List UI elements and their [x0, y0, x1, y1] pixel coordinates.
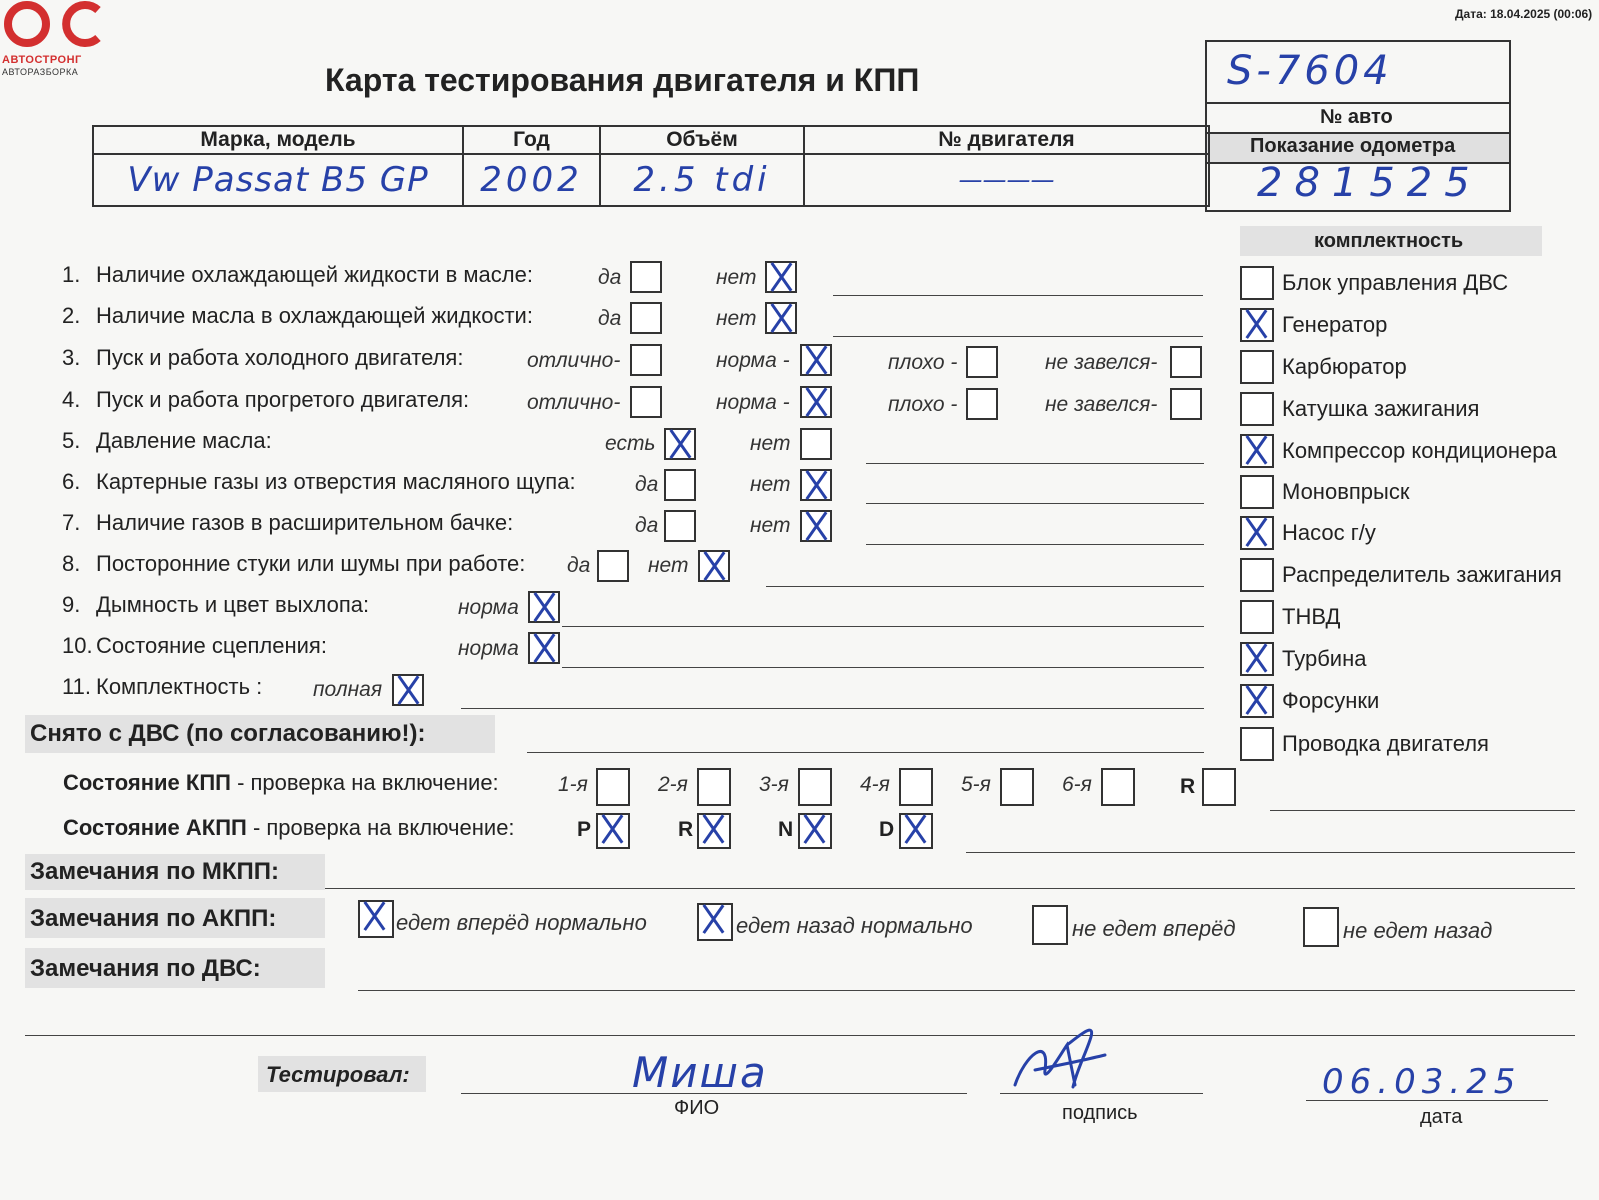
kpp-gear-6-label: 6-я [1062, 773, 1092, 796]
completeness-3-checkbox[interactable] [1240, 350, 1274, 384]
question-1-number: 1. [62, 262, 81, 287]
question-7-text: Наличие газов в расширительном бачке: [96, 510, 514, 535]
model-value: Vw Passat B5 GP [93, 154, 463, 206]
akpp-no-reverse-checkbox[interactable] [1303, 907, 1339, 947]
logo-mark-icon [0, 0, 110, 48]
question-9-text: Дымность и цвет выхлопа: [96, 592, 370, 617]
q5-no-label: нет [750, 432, 791, 455]
question-6-number: 6. [62, 469, 81, 494]
completeness-10-label: Турбина [1282, 646, 1367, 671]
completeness-3-label: Карбюратор [1282, 354, 1407, 379]
q8-yes-checkbox[interactable] [597, 550, 629, 582]
kpp-label: Состояние КПП - проверка на включение: [63, 770, 499, 795]
question-9-number: 9. [62, 592, 81, 617]
q2-no-label: нет [716, 307, 757, 330]
akpp-gear-r-label: R [678, 818, 694, 841]
q4-nostart-checkbox[interactable] [1170, 388, 1202, 420]
q4-normal-label: норма - [716, 391, 790, 414]
kpp-gear-4-label: 4-я [860, 773, 890, 796]
q4-bad-checkbox[interactable] [966, 388, 998, 420]
completeness-4-label: Катушка зажигания [1282, 396, 1480, 421]
question-2-text: Наличие масла в охлаждающей жидкости: [96, 303, 533, 328]
akpp-reverse-ok-checkbox[interactable] [697, 903, 733, 941]
completeness-8-label: Распределитель зажигания [1282, 562, 1562, 587]
car-number-value: S-7604 [1227, 48, 1393, 94]
q3-nostart-checkbox[interactable] [1170, 346, 1202, 378]
question-4-number: 4. [62, 387, 81, 412]
q6-yes-label: да [635, 473, 659, 496]
date-stamp: Дата: 18.04.2025 (00:06) [1455, 7, 1593, 21]
completeness-7-label: Насос г/у [1282, 520, 1376, 545]
page-title: Карта тестирования двигателя и КПП [325, 62, 920, 98]
q7-no-checkbox[interactable] [800, 510, 832, 542]
question-8-number: 8. [62, 551, 81, 576]
completeness-1-checkbox[interactable] [1240, 266, 1274, 300]
q9-normal-checkbox[interactable] [528, 591, 560, 623]
q2-yes-label: да [598, 307, 622, 330]
akpp-label: Состояние АКПП - проверка на включение: [63, 815, 515, 840]
completeness-6-checkbox[interactable] [1240, 475, 1274, 509]
akpp-gear-n-checkbox[interactable] [798, 813, 832, 849]
q11-full-label: полная [313, 678, 383, 701]
q3-nostart-label: не завелся- [1045, 351, 1158, 374]
signature-label: подпись [1062, 1102, 1138, 1124]
q3-bad-checkbox[interactable] [966, 346, 998, 378]
q3-excellent-label: отлично- [527, 349, 621, 372]
completeness-12-label: Проводка двигателя [1282, 731, 1489, 756]
q8-no-label: нет [648, 554, 689, 577]
q3-normal-checkbox[interactable] [800, 344, 832, 376]
year-value: 2002 [463, 154, 600, 206]
completeness-7-checkbox[interactable] [1240, 516, 1274, 550]
question-4-text: Пуск и работа прогретого двигателя: [96, 387, 470, 412]
kpp-gear-4-checkbox[interactable] [899, 768, 933, 806]
q4-bad-label: плохо - [888, 393, 958, 416]
remarks-mkpp-label: Замечания по МКПП: [30, 858, 280, 885]
q7-no-label: нет [750, 514, 791, 537]
question-5-number: 5. [62, 428, 81, 453]
question-11-text: Комплектность : [96, 674, 263, 699]
kpp-gear-r-checkbox[interactable] [1202, 768, 1236, 806]
q7-yes-label: да [635, 514, 659, 537]
q1-yes-label: да [598, 266, 622, 289]
q5-present-label: есть [605, 432, 656, 455]
completeness-11-checkbox[interactable] [1240, 684, 1274, 718]
completeness-title: комплектность [1314, 230, 1464, 252]
question-11-number: 11. [62, 674, 91, 699]
akpp-gear-r-checkbox[interactable] [697, 813, 731, 849]
logo-subtext: АВТОРАЗБОРКА [2, 67, 79, 77]
completeness-10-checkbox[interactable] [1240, 642, 1274, 676]
date-label: дата [1420, 1106, 1463, 1128]
q1-no-label: нет [716, 266, 757, 289]
col-engine-no: № двигателя [804, 126, 1209, 154]
completeness-9-checkbox[interactable] [1240, 600, 1274, 634]
completeness-9-label: ТНВД [1282, 604, 1341, 629]
completeness-5-checkbox[interactable] [1240, 434, 1274, 468]
question-6-text: Картерные газы из отверстия масляного щупа: [96, 469, 576, 494]
q5-no-checkbox[interactable] [800, 428, 832, 460]
q1-no-checkbox[interactable] [765, 261, 797, 293]
q7-yes-checkbox[interactable] [664, 510, 696, 542]
kpp-gear-2-label: 2-я [658, 773, 688, 796]
q11-full-checkbox[interactable] [392, 674, 424, 706]
signature-image [1005, 1015, 1115, 1095]
col-volume: Объём [600, 126, 804, 154]
engine-no-value: ———— [804, 154, 1209, 206]
question-5-text: Давление масла: [96, 428, 272, 453]
q6-no-label: нет [750, 473, 791, 496]
completeness-5-label: Компрессор кондиционера [1282, 438, 1557, 463]
question-8-text: Посторонние стуки или шумы при работе: [96, 551, 526, 576]
volume-value: 2.5 tdi [600, 154, 804, 206]
q2-no-checkbox[interactable] [765, 302, 797, 334]
car-number-label: № авто [1320, 106, 1393, 128]
kpp-gear-6-checkbox[interactable] [1101, 768, 1135, 806]
kpp-gear-1-label: 1-я [558, 773, 588, 796]
completeness-11-label: Форсунки [1282, 688, 1380, 713]
car-number-box [1205, 40, 1511, 212]
q6-no-checkbox[interactable] [800, 469, 832, 501]
kpp-gear-r-label: R [1180, 775, 1196, 798]
q3-bad-label: плохо - [888, 351, 958, 374]
completeness-4-checkbox[interactable] [1240, 392, 1274, 426]
kpp-gear-3-checkbox[interactable] [798, 768, 832, 806]
akpp-gear-p-checkbox[interactable] [596, 813, 630, 849]
q4-nostart-label: не завелся- [1045, 393, 1158, 416]
fio-label: ФИО [674, 1097, 720, 1119]
question-3-number: 3. [62, 345, 81, 370]
q2-yes-checkbox[interactable] [630, 302, 662, 334]
q1-yes-checkbox[interactable] [630, 261, 662, 293]
akpp-reverse-ok-label: едет назад нормально [736, 913, 973, 938]
completeness-2-label: Генератор [1282, 312, 1388, 337]
completeness-1-label: Блок управления ДВС [1282, 270, 1509, 295]
q4-normal-checkbox[interactable] [800, 386, 832, 418]
logo-text: АВТОСТРОНГ [2, 54, 82, 66]
question-2-number: 2. [62, 303, 81, 328]
question-10-number: 10. [62, 633, 93, 658]
q6-yes-checkbox[interactable] [664, 469, 696, 501]
kpp-gear-3-label: 3-я [759, 773, 789, 796]
q10-normal-checkbox[interactable] [528, 632, 560, 664]
akpp-no-forward-checkbox[interactable] [1032, 905, 1068, 945]
completeness-6-label: Моновпрыск [1282, 479, 1410, 504]
company-logo [0, 0, 110, 80]
akpp-forward-ok-label: едет вперёд нормально [396, 910, 647, 935]
question-1-text: Наличие охлаждающей жидкости в масле: [96, 262, 533, 287]
removed-line [527, 752, 1204, 753]
q4-excellent-label: отлично- [527, 391, 621, 414]
akpp-gear-d-label: D [879, 818, 895, 841]
completeness-12-checkbox[interactable] [1240, 727, 1274, 761]
question-10-text: Состояние сцепления: [96, 633, 327, 658]
q8-no-checkbox[interactable] [698, 550, 730, 582]
q3-normal-label: норма - [716, 349, 790, 372]
remarks-dvs-label: Замечания по ДВС: [30, 955, 261, 982]
odometer-label: Показание одометра [1250, 135, 1456, 157]
removed-label: Снято с ДВС (по согласованию!): [30, 720, 426, 747]
akpp-gear-n-label: N [778, 818, 794, 841]
completeness-8-checkbox[interactable] [1240, 558, 1274, 592]
kpp-gear-2-checkbox[interactable] [697, 768, 731, 806]
q10-normal-label: норма [458, 637, 519, 660]
tested-by-label: Тестировал: [266, 1062, 410, 1087]
q4-excellent-checkbox[interactable] [630, 386, 662, 418]
fio-value: Миша [632, 1048, 768, 1097]
kpp-gear-5-label: 5-я [961, 773, 991, 796]
q3-excellent-checkbox[interactable] [630, 344, 662, 376]
odometer-value: 281525 [1257, 160, 1482, 206]
akpp-gear-p-label: P [577, 818, 592, 841]
akpp-no-reverse-label: не едет назад [1343, 918, 1493, 943]
akpp-gear-d-checkbox[interactable] [899, 813, 933, 849]
q9-normal-label: норма [458, 596, 519, 619]
q5-present-checkbox[interactable] [664, 428, 696, 460]
q8-yes-label: да [567, 554, 591, 577]
col-year: Год [463, 126, 600, 154]
akpp-no-forward-label: не едет вперёд [1072, 916, 1236, 941]
question-7-number: 7. [62, 510, 81, 535]
question-3-text: Пуск и работа холодного двигателя: [96, 345, 464, 370]
vehicle-info-table [92, 125, 1210, 207]
date-value: 06.03.25 [1322, 1062, 1522, 1102]
remarks-akpp-label: Замечания по АКПП: [30, 905, 277, 932]
completeness-2-checkbox[interactable] [1240, 308, 1274, 342]
kpp-gear-5-checkbox[interactable] [1000, 768, 1034, 806]
akpp-forward-ok-checkbox[interactable] [358, 900, 394, 938]
kpp-gear-1-checkbox[interactable] [596, 768, 630, 806]
col-model: Марка, модель [93, 126, 463, 154]
